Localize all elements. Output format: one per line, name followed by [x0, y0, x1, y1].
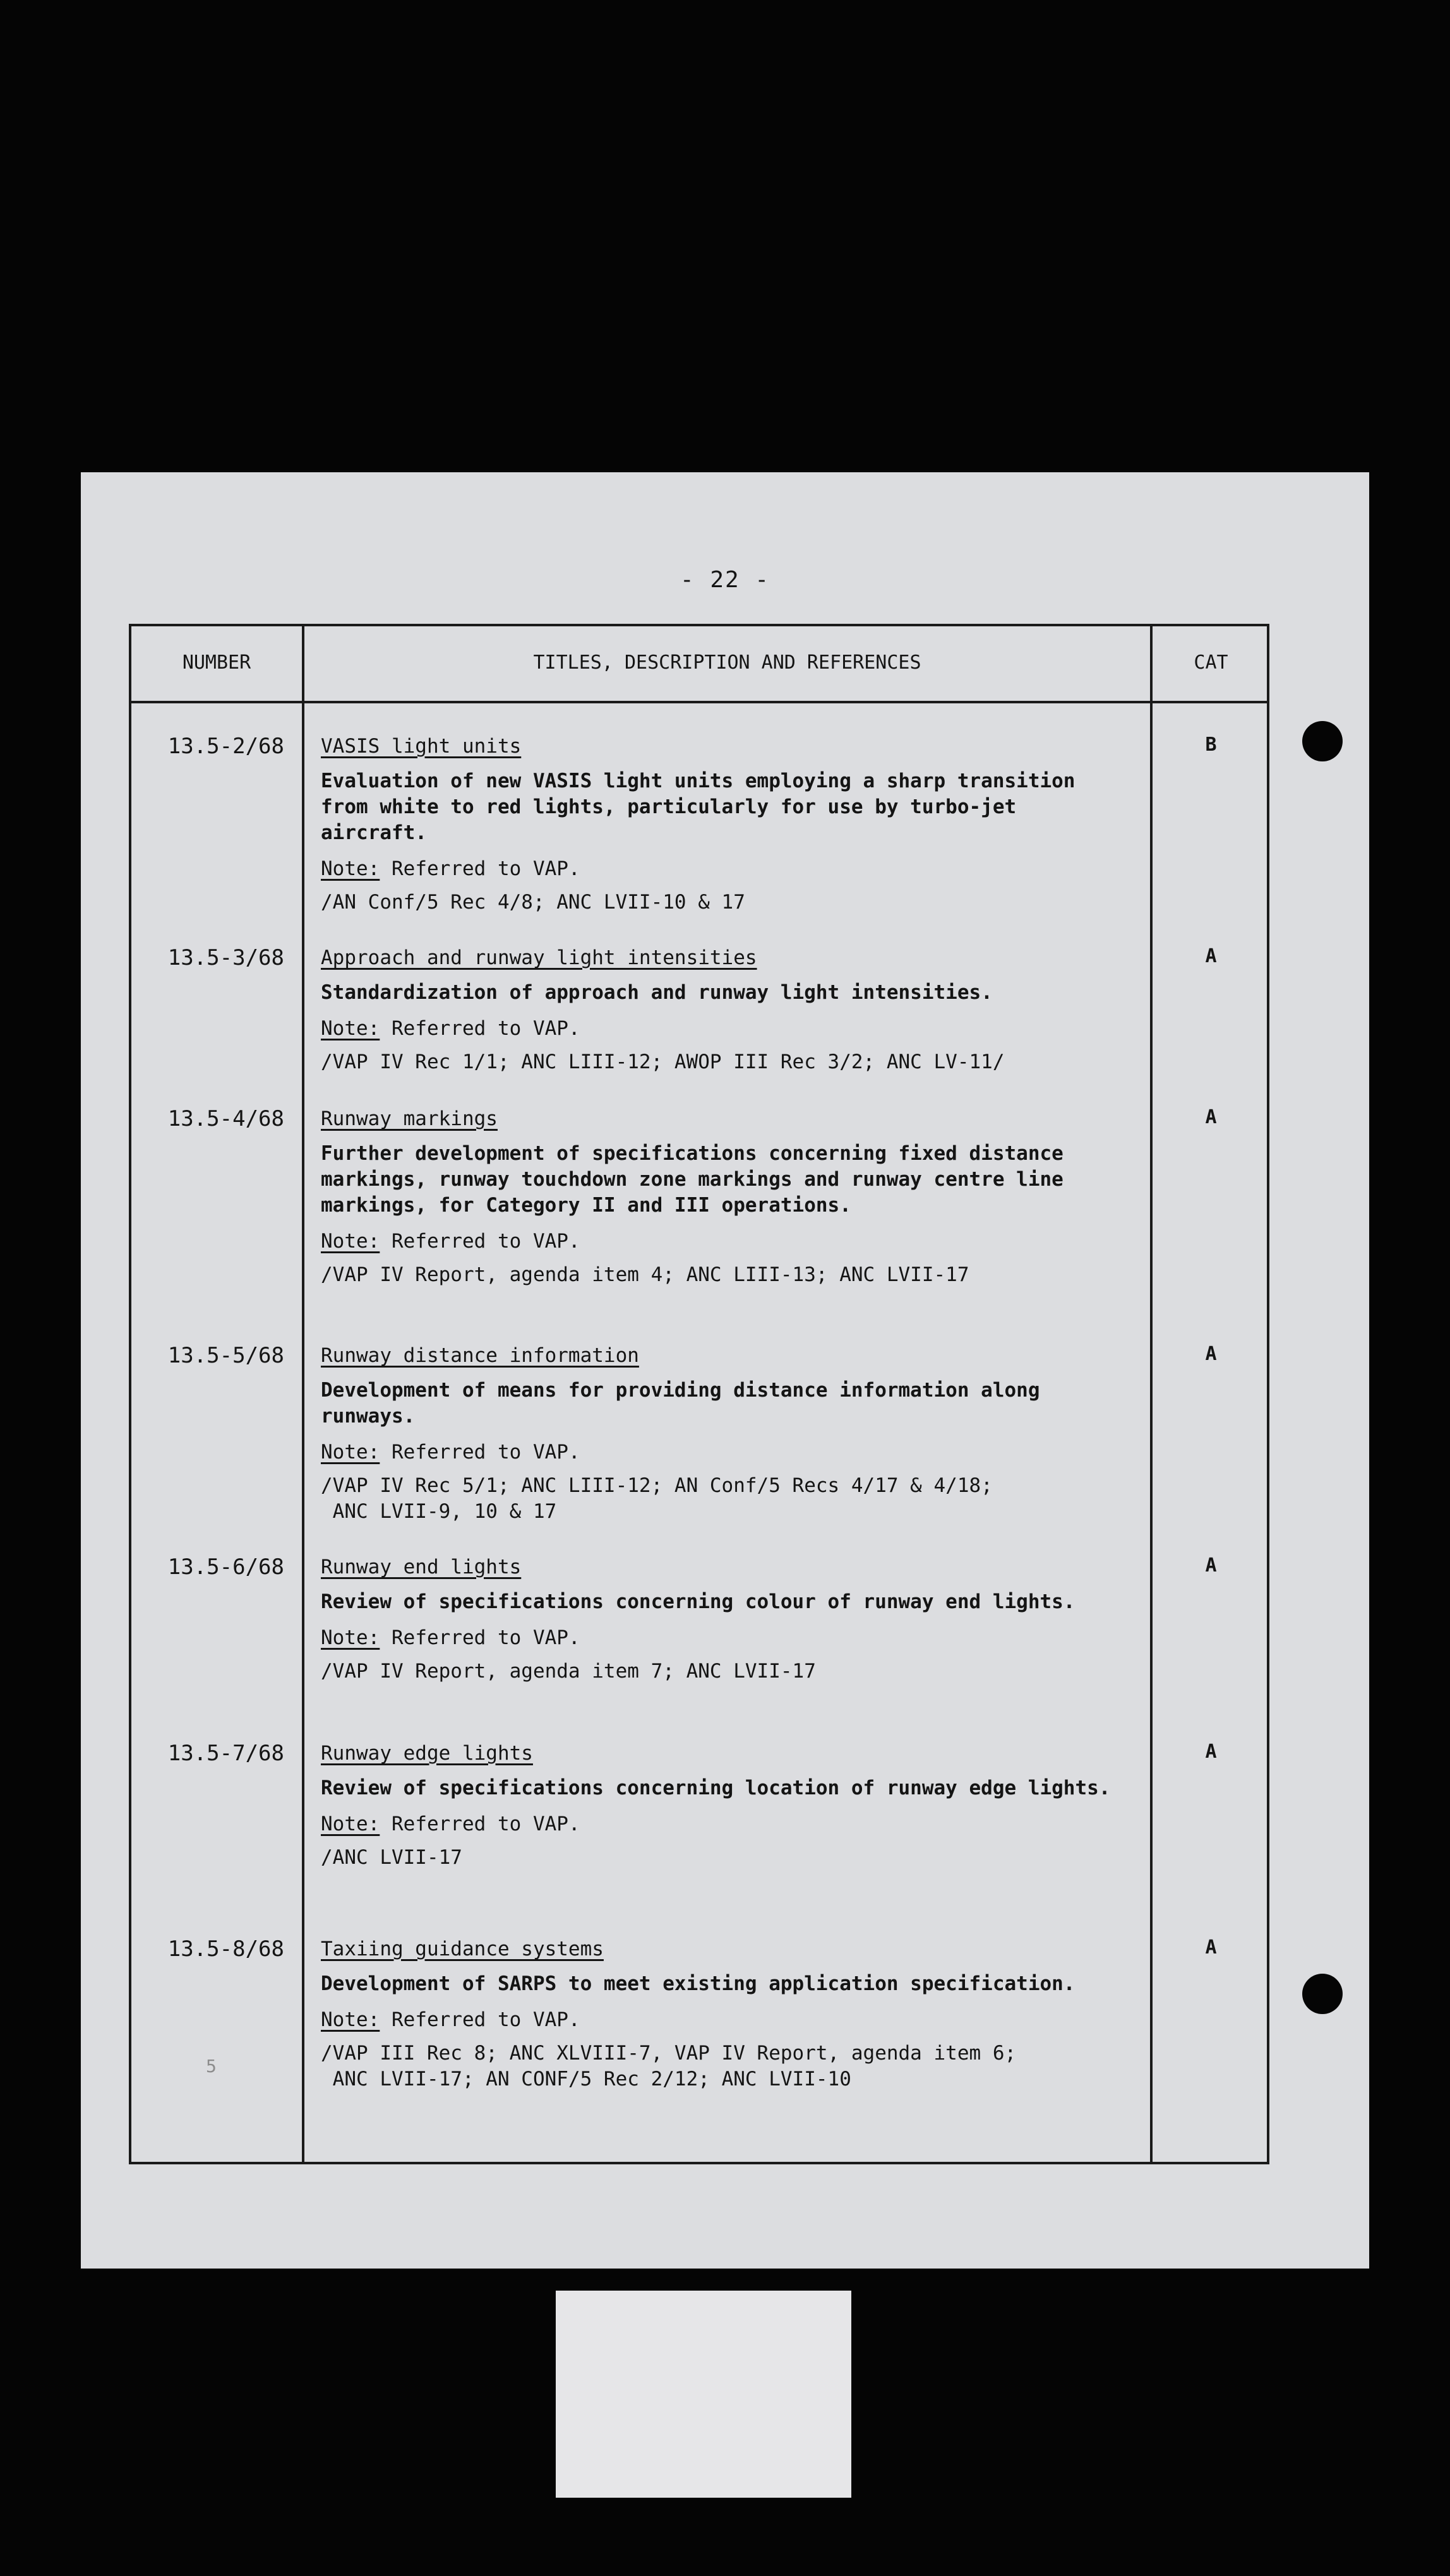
item-body: [321, 1106, 1129, 1288]
item-category: A: [1205, 1936, 1217, 1959]
item-category: A: [1205, 1741, 1217, 1763]
item-body: [321, 945, 1129, 1075]
item-references: /VAP IV Rec 1/1; ANC LIII-12; AWOP III Rec 3/2; ANC LV-11/: [321, 1051, 1005, 1073]
item-title: Runway edge lights: [321, 1742, 533, 1765]
item-category: A: [1205, 1106, 1217, 1128]
item-description: Standardization of approach and runway light intensities.: [321, 981, 993, 1004]
item-title: Runway markings: [321, 1107, 498, 1130]
item-note: Note: Referred to VAP.: [321, 1441, 580, 1464]
item-title: Runway distance information: [321, 1344, 639, 1367]
item-note: Note: Referred to VAP.: [321, 1017, 580, 1040]
item-description: Further development of specifications concerning fixed distance markings, runway touchdown zone markings and runway centre line markings, for Category II and III operations.: [321, 1142, 1064, 1217]
header-titles: TITLES, DESCRIPTION AND REFERENCES: [533, 652, 921, 674]
item-body: [321, 1343, 1129, 1525]
item-note: Note: Referred to VAP.: [321, 1813, 580, 1835]
scan-label-card: [556, 2291, 851, 2498]
item-body: [321, 1936, 1129, 2092]
item-note: Note: Referred to VAP.: [321, 1626, 580, 1649]
column-divider: [302, 626, 304, 2162]
item-number: 13.5-5/68: [167, 1343, 284, 1368]
item-title: Taxiing guidance systems: [321, 1938, 604, 1960]
item-references: /VAP IV Report, agenda item 7; ANC LVII-17: [321, 1660, 816, 1683]
item-description: Development of SARPS to meet existing application specification.: [321, 1972, 1076, 1995]
item-title: VASIS light units: [321, 735, 522, 758]
column-divider: [1150, 626, 1153, 2162]
item-category: B: [1205, 734, 1217, 756]
item-number: 13.5-2/68: [167, 734, 284, 759]
margin-mark: 5: [206, 2056, 217, 2077]
punch-hole: [1302, 1974, 1343, 2014]
item-title: Approach and runway light intensities: [321, 946, 757, 969]
item-note: Note: Referred to VAP.: [321, 1230, 580, 1253]
item-description: Review of specifications concerning location of runway edge lights.: [321, 1777, 1111, 1799]
item-references: /ANC LVII-17: [321, 1846, 462, 1869]
item-number: 13.5-6/68: [167, 1554, 284, 1580]
item-note: Note: Referred to VAP.: [321, 2008, 580, 2031]
punch-hole: [1302, 721, 1343, 761]
item-number: 13.5-7/68: [167, 1741, 284, 1766]
header-divider: [131, 701, 1267, 703]
item-category: A: [1205, 1343, 1217, 1365]
work-programme-table: [129, 624, 1269, 2164]
item-body: [321, 1554, 1129, 1685]
item-body: [321, 1741, 1129, 1871]
item-number: 13.5-8/68: [167, 1936, 284, 1962]
header-number: NUMBER: [182, 652, 251, 674]
page-number: - 22 -: [680, 567, 770, 593]
item-body: [321, 734, 1129, 915]
item-description: Review of specifications concerning colour of runway end lights.: [321, 1590, 1076, 1613]
item-note: Note: Referred to VAP.: [321, 857, 580, 880]
item-title: Runway end lights: [321, 1556, 522, 1578]
item-number: 13.5-4/68: [167, 1106, 284, 1131]
header-cat: CAT: [1194, 652, 1228, 674]
item-number: 13.5-3/68: [167, 945, 284, 970]
item-references: /AN Conf/5 Rec 4/8; ANC LVII-10 & 17: [321, 891, 745, 914]
item-references: /VAP III Rec 8; ANC XLVIII-7, VAP IV Report, agenda item 6; ANC LVII-17; AN CONF/5 Rec 2/12; ANC LVII-10: [321, 2042, 1017, 2090]
item-category: A: [1205, 945, 1217, 967]
item-references: /VAP IV Rec 5/1; ANC LIII-12; AN Conf/5 Recs 4/17 & 4/18; ANC LVII-9, 10 & 17: [321, 1474, 993, 1523]
item-references: /VAP IV Report, agenda item 4; ANC LIII-13; ANC LVII-17: [321, 1263, 969, 1286]
item-description: Development of means for providing distance information along runways.: [321, 1379, 1040, 1428]
document-page: [81, 472, 1369, 2269]
item-category: A: [1205, 1554, 1217, 1577]
item-description: Evaluation of new VASIS light units employing a sharp transition from white to red lights, particularly for use by turbo-jet aircraft.: [321, 770, 1076, 844]
